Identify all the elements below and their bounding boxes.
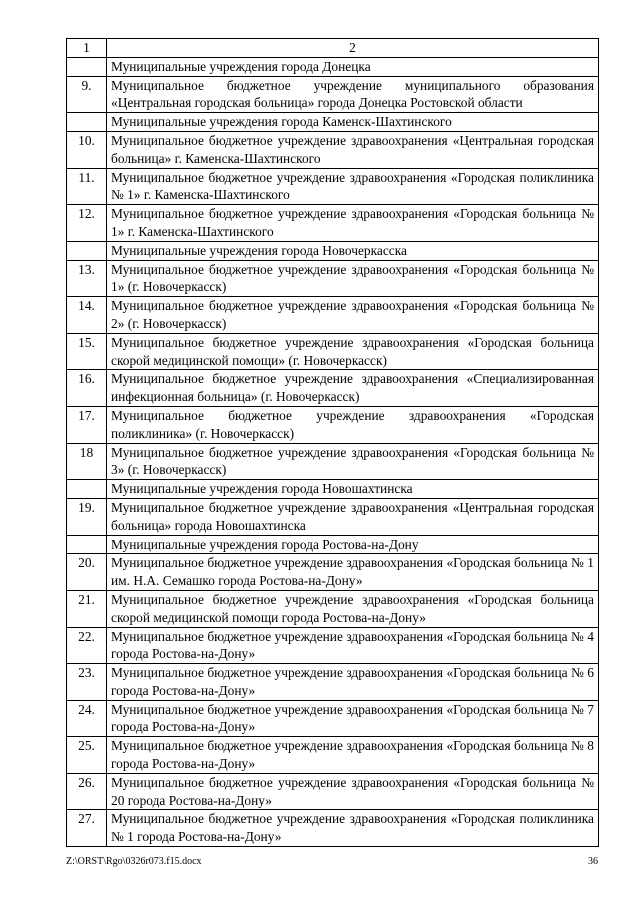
table-row <box>67 590 599 627</box>
footer-file-path: Z:\ORST\Rgo\0326r073.f15.docx <box>66 856 202 867</box>
row-number-cell: 11. <box>67 168 107 205</box>
institution-name-cell: Муниципальное бюджетное учреждение здравоохранения «Городская больница № 1 им. Н.А. Семашко города Ростова-на-Дону» <box>107 554 599 591</box>
table-row <box>67 205 599 242</box>
institution-name-cell: Муниципальное бюджетное учреждение муниципального образования «Центральная городская больница» города Донецка Ростовской области <box>107 76 599 113</box>
institution-name-cell: Муниципальное бюджетное учреждение здравоохранения «Городская больница № 1» г. Каменска-Шахтинского <box>107 205 599 242</box>
row-number-cell: 23. <box>67 664 107 701</box>
table-row <box>67 260 599 297</box>
table-row <box>67 737 599 774</box>
row-number-cell: 19. <box>67 498 107 535</box>
institution-name-cell: Муниципальное бюджетное учреждение здравоохранения «Городская больница № 7 города Ростова-на-Дону» <box>107 700 599 737</box>
table-row <box>67 773 599 810</box>
table-row <box>67 370 599 407</box>
table-row <box>67 168 599 205</box>
institution-name-cell: Муниципальное бюджетное учреждение здравоохранения «Городская больница № 4 города Ростова-на-Дону» <box>107 627 599 664</box>
institution-name-cell: Муниципальное бюджетное учреждение здравоохранения «Городская больница № 8 города Ростова-на-Дону» <box>107 737 599 774</box>
row-number-cell: 21. <box>67 590 107 627</box>
row-number-cell: 26. <box>67 773 107 810</box>
institutions-table <box>66 38 599 847</box>
section-heading-cell: Муниципальные учреждения города Новошахтинска <box>107 480 599 499</box>
row-number-cell: 17. <box>67 406 107 443</box>
table-row <box>67 700 599 737</box>
section-heading-cell: Муниципальные учреждения города Каменск-Шахтинского <box>107 113 599 132</box>
row-number-cell: 12. <box>67 205 107 242</box>
row-number-cell: 20. <box>67 554 107 591</box>
institution-name-cell: Муниципальное бюджетное учреждение здравоохранения «Городская больница № 1» (г. Новочеркасск) <box>107 260 599 297</box>
institution-name-cell: Муниципальное бюджетное учреждение здравоохранения «Городская больница скорой медицинской помощи» (г. Новочеркасск) <box>107 333 599 370</box>
institution-name-cell: Муниципальное бюджетное учреждение здравоохранения «Городская больница № 20 города Ростова-на-Дону» <box>107 773 599 810</box>
table-row <box>67 297 599 334</box>
table-row <box>67 810 599 847</box>
section-heading-cell: Муниципальные учреждения города Ростова-на-Дону <box>107 535 599 554</box>
row-number-cell <box>67 113 107 132</box>
table-row <box>67 554 599 591</box>
institution-name-cell: Муниципальное бюджетное учреждение здравоохранения «Городская поликлиника» (г. Новочеркасск) <box>107 406 599 443</box>
institution-name-cell: Муниципальное бюджетное учреждение здравоохранения «Городская больница № 3» (г. Новочеркасск) <box>107 443 599 480</box>
table-row <box>67 131 599 168</box>
row-number-cell: 9. <box>67 76 107 113</box>
row-number-cell: 15. <box>67 333 107 370</box>
institution-name-cell: Муниципальное бюджетное учреждение здравоохранения «Центральная городская больница» города Новошахтинска <box>107 498 599 535</box>
table-row <box>67 627 599 664</box>
table-header-row <box>67 39 599 58</box>
institution-name-cell: Муниципальное бюджетное учреждение здравоохранения «Городская поликлиника № 1» г. Каменска-Шахтинского <box>107 168 599 205</box>
row-number-cell: 22. <box>67 627 107 664</box>
table-row <box>67 498 599 535</box>
table-row <box>67 406 599 443</box>
section-heading-row <box>67 241 599 260</box>
header-name-cell: 2 <box>107 39 599 58</box>
row-number-cell <box>67 480 107 499</box>
table-row <box>67 333 599 370</box>
row-number-cell: 18 <box>67 443 107 480</box>
row-number-cell <box>67 535 107 554</box>
section-heading-cell: Муниципальные учреждения города Новочеркасска <box>107 241 599 260</box>
header-number-cell: 1 <box>67 39 107 58</box>
row-number-cell: 14. <box>67 297 107 334</box>
row-number-cell: 10. <box>67 131 107 168</box>
institution-name-cell: Муниципальное бюджетное учреждение здравоохранения «Специализированная инфекционная больница» (г. Новочеркасск) <box>107 370 599 407</box>
institution-name-cell: Муниципальное бюджетное учреждение здравоохранения «Городская больница № 6 города Ростова-на-Дону» <box>107 664 599 701</box>
institution-name-cell: Муниципальное бюджетное учреждение здравоохранения «Центральная городская больница» г. Каменска-Шахтинского <box>107 131 599 168</box>
table-row <box>67 443 599 480</box>
institution-name-cell: Муниципальное бюджетное учреждение здравоохранения «Городская поликлиника № 1 города Ростова-на-Дону» <box>107 810 599 847</box>
institution-name-cell: Муниципальное бюджетное учреждение здравоохранения «Городская больница скорой медицинской помощи города Ростова-на-Дону» <box>107 590 599 627</box>
row-number-cell: 16. <box>67 370 107 407</box>
row-number-cell: 27. <box>67 810 107 847</box>
section-heading-row <box>67 113 599 132</box>
table-row <box>67 76 599 113</box>
section-heading-row <box>67 535 599 554</box>
section-heading-row <box>67 480 599 499</box>
row-number-cell: 25. <box>67 737 107 774</box>
row-number-cell: 13. <box>67 260 107 297</box>
section-heading-cell: Муниципальные учреждения города Донецка <box>107 57 599 76</box>
institution-name-cell: Муниципальное бюджетное учреждение здравоохранения «Городская больница № 2» (г. Новочеркасск) <box>107 297 599 334</box>
section-heading-row <box>67 57 599 76</box>
table-row <box>67 664 599 701</box>
footer-page-number: 36 <box>588 856 598 867</box>
row-number-cell <box>67 241 107 260</box>
row-number-cell: 24. <box>67 700 107 737</box>
row-number-cell <box>67 57 107 76</box>
